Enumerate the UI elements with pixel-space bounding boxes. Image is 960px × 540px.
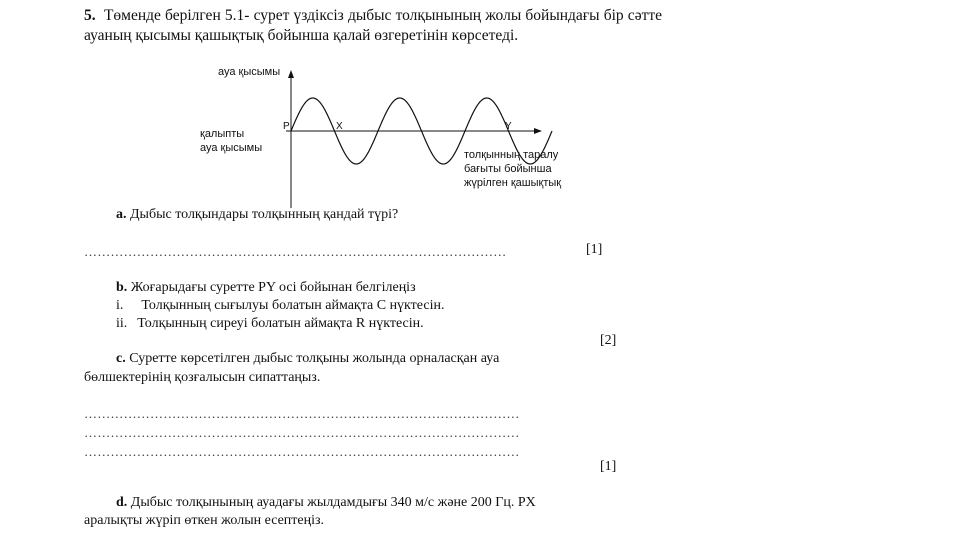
x-axis-label-line1: толқынның таралу [464,149,559,161]
part-b-item-ii [116,315,424,332]
part-c-question-line1 [116,350,499,367]
part-d-text-line2: аралықты жүріп өткен жолын есептеңіз. [84,513,325,528]
item-ii-text: Толқынның сиреуі болатын аймақта R нүктесін. [137,316,424,331]
baseline-label-line1: қалыпты [200,128,245,140]
question-number: 5. [84,7,96,24]
part-d-letter: d. [116,495,128,510]
point-x-label: X [336,121,343,132]
part-b-item-i [116,297,444,314]
part-a-mark: [1] [586,242,603,257]
point-y-label: Y [505,121,512,132]
part-a-letter: a. [116,207,127,222]
part-a-text: Дыбыс толқындары толқынның қандай түрі? [130,207,399,222]
x-axis-label-line3: жүрілген қашықтық [464,177,562,189]
part-b-text: Жоғарыдағы суретте PY осі бойынан белгілеңіз [130,280,416,295]
x-axis-label-line2: бағыты бойынша [464,163,552,175]
y-axis-label: ауа қысымы [218,66,281,78]
part-d-question-line1 [116,494,536,511]
part-c-text-line2: бөлшектерінің қозғалысын сипаттаңыз. [84,370,321,385]
part-b-question [116,279,416,296]
baseline-label-line2: ауа қысымы [200,142,263,154]
part-c-mark: [1] [600,459,617,474]
part-a-answer-line[interactable]: …………………………………………………………………………………… [84,244,507,259]
question-5-body: Төменде берілген 5.1- сурет үздіксіз дыбыс толқынының жолы бойындағы бір сәтте ауаның қысымы қашықтық бойынша қалай өзгеретінін көрсетеді. [84,7,662,44]
question-5-text [84,6,662,45]
x-axis-arrow-icon [534,128,542,134]
point-p-label: P [283,121,290,132]
part-c-letter: c. [116,351,126,366]
item-i-marker: i. [116,298,124,313]
y-axis-arrow-icon [288,70,294,78]
item-i-text: Толқынның сығылуы болатын аймақта С нүктесін. [141,298,445,313]
part-c-answer-line1[interactable]: ……………………………………………………………………………………… [84,406,520,421]
part-c-text-line1: Суретте көрсетілген дыбыс толқыны жолында орналасқан ауа [129,351,500,366]
part-c-answer-line3[interactable]: ……………………………………………………………………………………… [84,444,520,459]
part-d-text-line1: Дыбыс толқынының ауадағы жылдамдығы 340 м/с және 200 Гц. PX [130,495,536,510]
part-b-letter: b. [116,280,128,295]
part-a-question [116,206,398,223]
pressure-wave-figure [190,62,600,210]
part-c-answer-line2[interactable]: ……………………………………………………………………………………… [84,425,520,440]
part-b-mark: [2] [600,333,617,348]
item-ii-marker: ii. [116,316,128,331]
